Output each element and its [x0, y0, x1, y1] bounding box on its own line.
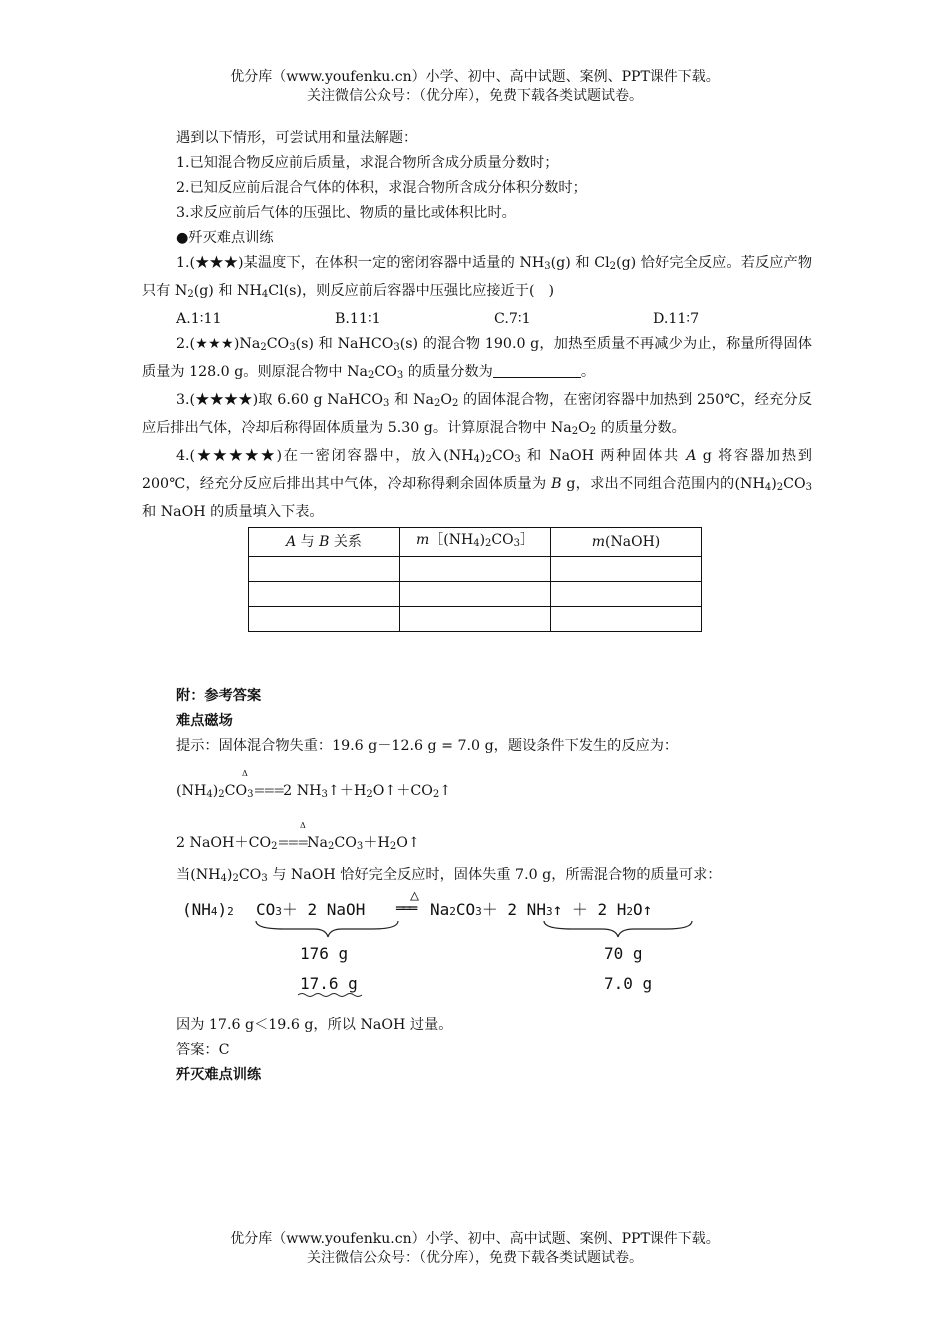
table-row: [249, 557, 702, 582]
mass-70: 70 g: [604, 944, 643, 963]
table-row: [249, 607, 702, 632]
wavy-underline: [298, 992, 368, 998]
brace-left: [256, 921, 398, 937]
intro-item-3: 3.求反应前后气体的压强比、物质的量比或体积比时。: [176, 205, 516, 221]
mass-17-6: 17.6 g: [300, 974, 358, 993]
reactant-ammonium: (NH4)2: [182, 900, 234, 919]
question-1: 1.(★★★)某温度下，在体积一定的密闭容器中适量的 $NH_3(g)$ 和 $Cl_2(g)$ 恰好完全反应。若反应产物只有 $N_2(g)$ 和 $NH_4Cl(s)$，则反应前后容器中压强比应接近于( ): [142, 255, 813, 300]
intro-item-2: 2.已知反应前后混合气体的体积，求混合物所含成分体积分数时；: [176, 180, 587, 196]
page-header-top: [0, 68, 950, 106]
stoichiometry-figure: [142, 886, 812, 1011]
answers-hint: 提示：固体混合物失重：19.6 g－12.6 g = 7.0 g，题设条件下发生的反应为：: [176, 738, 679, 754]
intro-lead: 遇到以下情形，可尝试用和量法解题：: [176, 130, 418, 146]
footer-line-2: 关注微信公众号：（优分库），免费下载各类试题试卷。: [307, 1250, 643, 1266]
question-2: $2.(★★★)Na_2CO_3(s)$ 和 NaHCO$_3$(s) 的混合物 190.0 g，加热至质量不再减少为止，称量所得固体质量为 128.0 g。则原混合物中 $Na_2CO_3$ 的质量分数为 。: [142, 336, 812, 381]
mass-176: 176 g: [300, 944, 349, 963]
table-header-row: [249, 528, 702, 557]
page-footer: [0, 1230, 950, 1268]
heat-symbol: Δ: [300, 821, 306, 830]
equals-sign: ═══: [396, 901, 416, 917]
footer-line-1: 优分库（www.youfenku.cn）小学、初中、高中试题、案例、PPT课件下载。: [230, 1231, 720, 1247]
table-row: [249, 582, 702, 607]
question-4: 4.(★★★★★)在一密闭容器中，放入$(NH_4)_2CO_3$ 和 NaOH 两种固体共 A g 将容器加热到 200℃，经充分反应后排出其中气体，冷却称得剩余固体质量为 B g，求出不同组合范围内的$(NH_4)_2CO_3$ 和 NaOH 的质量填入下表。: [142, 448, 812, 520]
product-group: Na2CO3＋ 2 NH3↑ ＋ 2 H2O↑: [430, 900, 653, 919]
header-line-2: 关注微信公众号：（优分库），免费下载各类试题试卷。: [307, 88, 643, 104]
answers-subtitle-2: 歼灭难点训练: [176, 1067, 262, 1083]
mass-7-0: 7.0 g: [604, 974, 653, 993]
heat-symbol: Δ: [242, 769, 248, 778]
equation-2: Δ 2 $NaOH+CO_2===Na_2CO_3+H_2O↑$: [142, 811, 812, 863]
table-header-mass-naoh: m(NaOH): [551, 528, 702, 557]
header-line-1: 优分库（www.youfenku.cn）小学、初中、高中试题、案例、PPT课件下载。: [230, 69, 720, 85]
answers-because: 因为 17.6 g＜19.6 g，所以 NaOH 过量。: [176, 1017, 453, 1033]
answers-when: 当$(NH_4)_2CO_3$ 与 NaOH 恰好完全反应时，固体失重 7.0 g，所需混合物的质量可求：: [176, 867, 722, 884]
answers-answer: 答案：C: [176, 1042, 230, 1058]
option-a: A.1∶11: [176, 311, 222, 327]
table-header-relation: A 与 B 关系: [249, 528, 400, 557]
answer-blank: [493, 363, 581, 378]
document-body: [142, 126, 812, 1088]
answer-table: [248, 527, 702, 632]
option-d: D.11∶7: [653, 311, 700, 327]
brace-right: [544, 921, 692, 937]
equation-1: Δ $(NH_4)_2CO_3===2$ $NH_3↑+H_2O↑+CO_2↑$: [142, 759, 812, 811]
intro-item-1: 1.已知混合物反应前后质量，求混合物所含成分质量分数时；: [176, 155, 559, 171]
question-3: 3.(★★★★)取 6.60 g NaHCO$_3$ 和 $Na_2O_2$ 的固体混合物，在密闭容器中加热到 250℃，经充分反应后排出气体，冷却后称得固体质量为 5.30 g。计算原混合物中 $Na_2O_2$ 的质量分数。: [142, 392, 812, 437]
section-title: ●歼灭难点训练: [176, 230, 274, 246]
heat-triangle: △: [410, 886, 420, 904]
answers-subtitle-1: 难点磁场: [176, 713, 233, 729]
option-b: B.11∶1: [335, 311, 381, 327]
answers-title: 附：参考答案: [176, 688, 262, 704]
option-c: C.7∶1: [494, 311, 531, 327]
question-1-options: [142, 307, 812, 332]
reactant-group: CO3＋ 2 NaOH: [256, 900, 366, 919]
table-header-mass-ammonium-carbonate: $m[(NH_4)_2CO_3]$: [400, 528, 551, 557]
